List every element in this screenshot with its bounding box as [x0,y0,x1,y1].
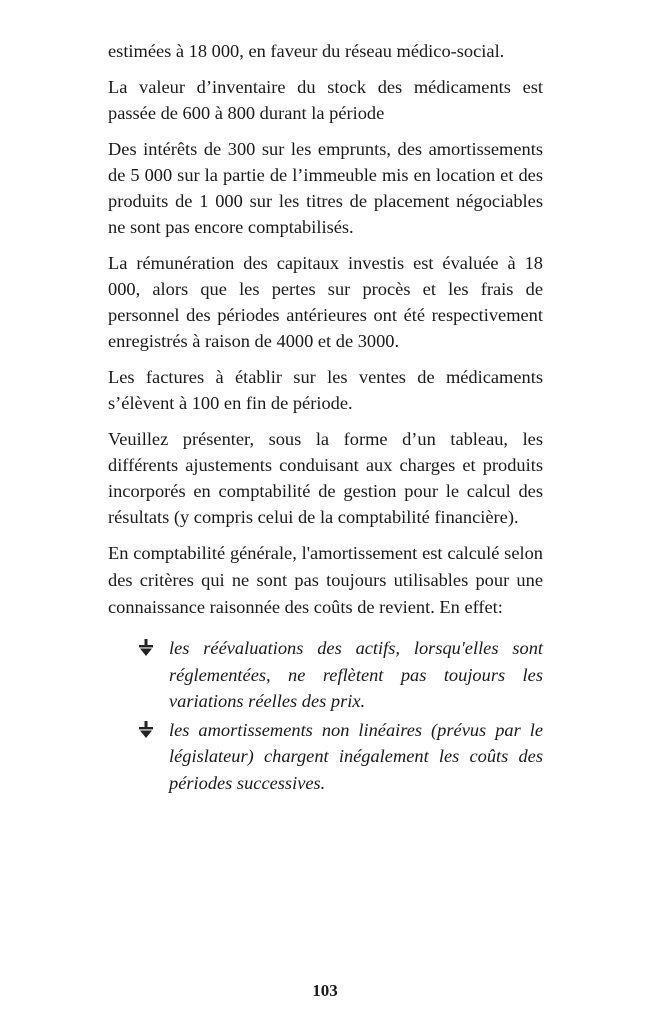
bullet-text: les réévaluations des actifs, lorsqu'elles sont réglementées, ne reflètent pas toujours les variations réelles des prix. [169,638,543,711]
down-arrow-bullet-icon [136,639,156,657]
page-number: 103 [312,981,338,1000]
paragraph-2: La valeur d’inventaire du stock des médicaments est passée de 600 à 800 durant la période [108,77,543,123]
paragraph-7: En comptabilité générale, l'amortissement est calculé selon des critères qui ne sont pas toujours utilisables pour une connaissance raisonnée des coûts de revient. En effet: [108,543,543,617]
down-arrow-bullet-icon [136,721,156,739]
bullet-list [108,635,543,796]
page-body [108,38,543,798]
paragraph-1: estimées à 18 000, en faveur du réseau médico-social. [108,41,505,61]
bullet-text: les amortissements non linéaires (prévus par le législateur) chargent inégalement les coûts des périodes successives. [169,719,543,793]
bullet-item [108,635,543,715]
paragraph-4: La rémunération des capitaux investis est évaluée à 18 000, alors que les pertes sur procès et les frais de personnel des périodes antérieures ont été respectivement enregistrés à raison de 4000 et de 3000. [108,253,543,351]
bullet-item [108,717,543,797]
paragraph-6: Veuillez présenter, sous la forme d’un tableau, les différents ajustements conduisant aux charges et produits incorporés en comptabilité de gestion pour le calcul des résultats (y compris celui de la comptabilité financière). [108,429,543,527]
paragraph-5: Les factures à établir sur les ventes de médicaments s’élèvent à 100 en fin de période. [108,367,543,413]
paragraph-3: Des intérêts de 300 sur les emprunts, des amortissements de 5 000 sur la partie de l’immeuble mis en location et des produits de 1 000 sur les titres de placement négociables ne sont pas encore comptabilisés. [108,139,543,237]
